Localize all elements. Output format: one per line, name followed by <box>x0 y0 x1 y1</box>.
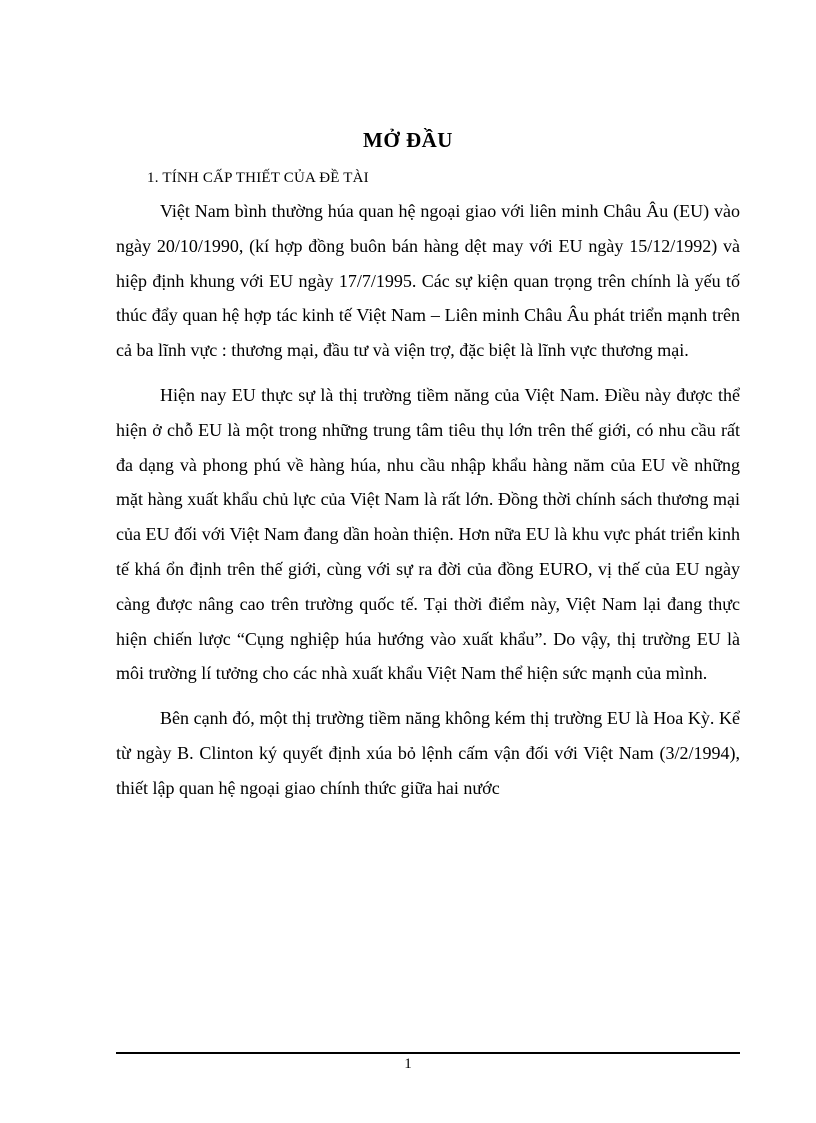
body-text <box>116 194 740 806</box>
section-heading: 1. TÍNH CẤP THIẾT CỦA ĐỀ TÀI <box>147 170 369 186</box>
page-number: 1 <box>404 1056 412 1072</box>
paragraph-1: Việt Nam bình thường húa quan hệ ngoại giao với liên minh Châu Âu (EU) vào ngày 20/10/1990, (kí hợp đồng buôn bán hàng dệt may với EU ngày 15/12/1992) và hiệp định khung với EU ngày 17/7/1995. Các sự kiện quan trọng trên chính là yếu tố thúc đẩy quan hệ hợp tác kinh tế Việt Nam – Liên minh Châu Âu phát triển mạnh trên cả ba lĩnh vực : thương mại, đầu tư và viện trợ, đặc biệt là lĩnh vực thương mại. <box>116 201 740 361</box>
paragraph-2: Hiện nay EU thực sự là thị trường tiềm năng của Việt Nam. Điều này được thể hiện ở chỗ EU là một trong những trung tâm tiêu thụ lớn trên thế giới, có nhu cầu rất đa dạng và phong phú về hàng húa, nhu cầu nhập khẩu hàng năm của EU về những mặt hàng xuất khẩu chủ lực của Việt Nam là rất lớn. Đồng thời chính sách thương mại của EU đối với Việt Nam đang dần hoàn thiện. Hơn nữa EU là khu vực phát triển kinh tế khá ổn định trên thế giới, cùng với sự ra đời của đồng EURO, vị thế của EU ngày càng được nâng cao trên trường quốc tế. Tại thời điểm này, Việt Nam lại đang thực hiện chiến lược “Cụng nghiệp húa hướng vào xuất khẩu”. Do vậy, thị trường EU là môi trường lí tưởng cho các nhà xuất khẩu Việt Nam thể hiện sức mạnh của mình. <box>116 384 740 684</box>
page-title: MỞ ĐẦU <box>363 128 453 152</box>
footer-divider <box>116 1052 740 1054</box>
paragraph-3: Bên cạnh đó, một thị trường tiềm năng không kém thị trường EU là Hoa Kỳ. Kể từ ngày B. Clinton ký quyết định xúa bỏ lệnh cấm vận đối với Việt Nam (3/2/1994), thiết lập quan hệ ngoại giao chính thức giữa hai nước <box>116 708 740 798</box>
